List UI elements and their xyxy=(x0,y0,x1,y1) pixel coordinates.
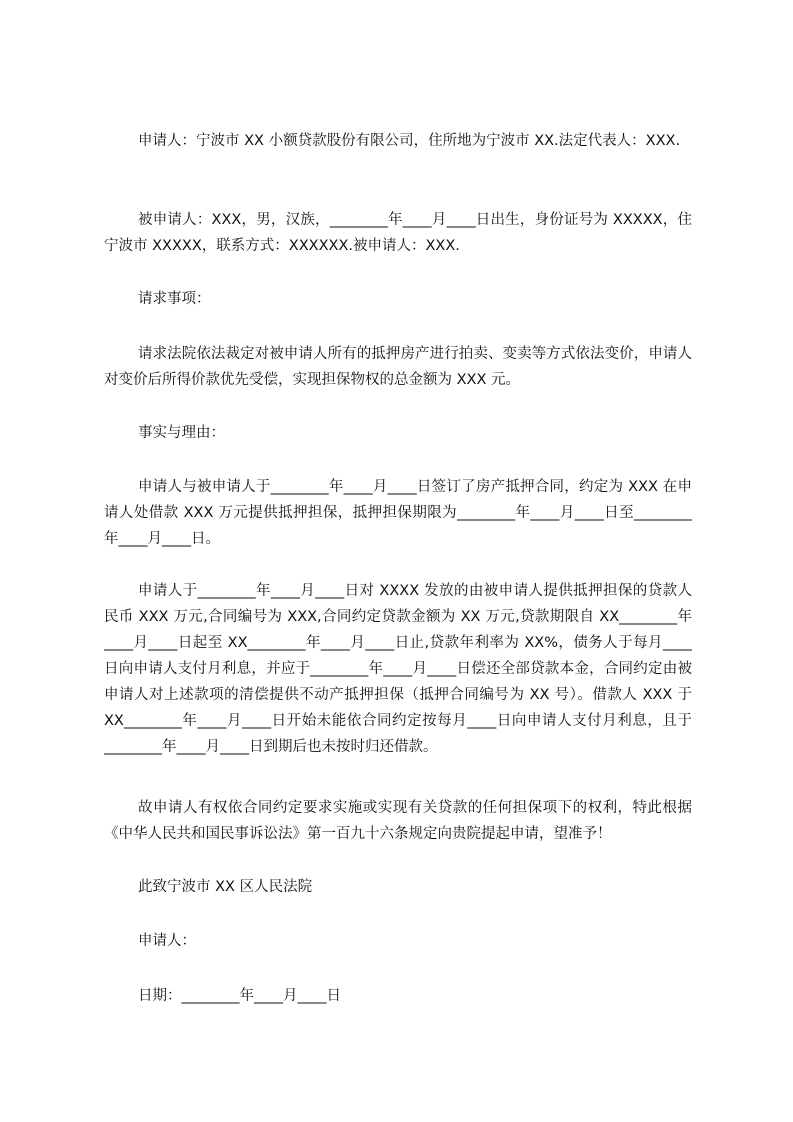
claims-paragraph: 请求法院依法裁定对被申请人所有的抵押房产进行拍卖、变卖等方式依法变价，申请人对变价后所得价款优先受偿，实现担保物权的总金额为 XXX 元。 xyxy=(104,346,692,388)
claims-heading: 请求事项： xyxy=(138,291,211,307)
facts-heading: 事实与理由： xyxy=(138,425,225,441)
signature-applicant: 申请人： xyxy=(138,933,196,949)
facts-paragraph-loan: 申请人于________年____月____日对 XXXX 发放的由被申请人提供抵押担保的贷款人民币 XXX 万元,合同编号为 XXX,合同约定贷款金额为 XX 万元,贷款期限自 XX________年____月____日起至 XX________年____月____日止,贷款年利率为 XX%，债务人于每月____日向申请人支付月利息，并应于________年____月____日偿还全部贷款本金，合同约定由被申请人对上述款项的清偿提供不动产抵押担保（抵押合同编号为 XX 号）。借款人 XXX 于 XX________年____月____日开始未能依合同约定按每月____日向申请人支付月利息，且于________年____月____日到期后也未按时归还借款。 xyxy=(104,583,692,755)
court-addressee: 此致宁波市 XX 区人民法院 xyxy=(138,879,313,895)
signature-date: 日期：________年____月____日 xyxy=(138,988,341,1004)
respondent-paragraph: 被申请人：XXX，男，汉族，________年____月____日出生，身份证号为 XXXXX，住宁波市 XXXXX，联系方式：XXXXXX.被申请人：XXX. xyxy=(104,212,692,254)
applicant-paragraph: 申请人：宁波市 XX 小额贷款股份有限公司，住所地为宁波市 XX.法定代表人：XXX. xyxy=(138,133,681,149)
legal-basis-paragraph: 故申请人有权依合同约定要求实施或实现有关贷款的任何担保项下的权利，特此根据《中华人民共和国民事诉讼法》第一百九十六条规定向贵院提起申请，望准予！ xyxy=(104,800,692,842)
facts-paragraph-contract: 申请人与被申请人于________年____月____日签订了房产抵押合同，约定为 XXX 在申请人处借款 XXX 万元提供抵押担保，抵押担保期限为________年____月____日至________年____月____日。 xyxy=(104,479,692,547)
